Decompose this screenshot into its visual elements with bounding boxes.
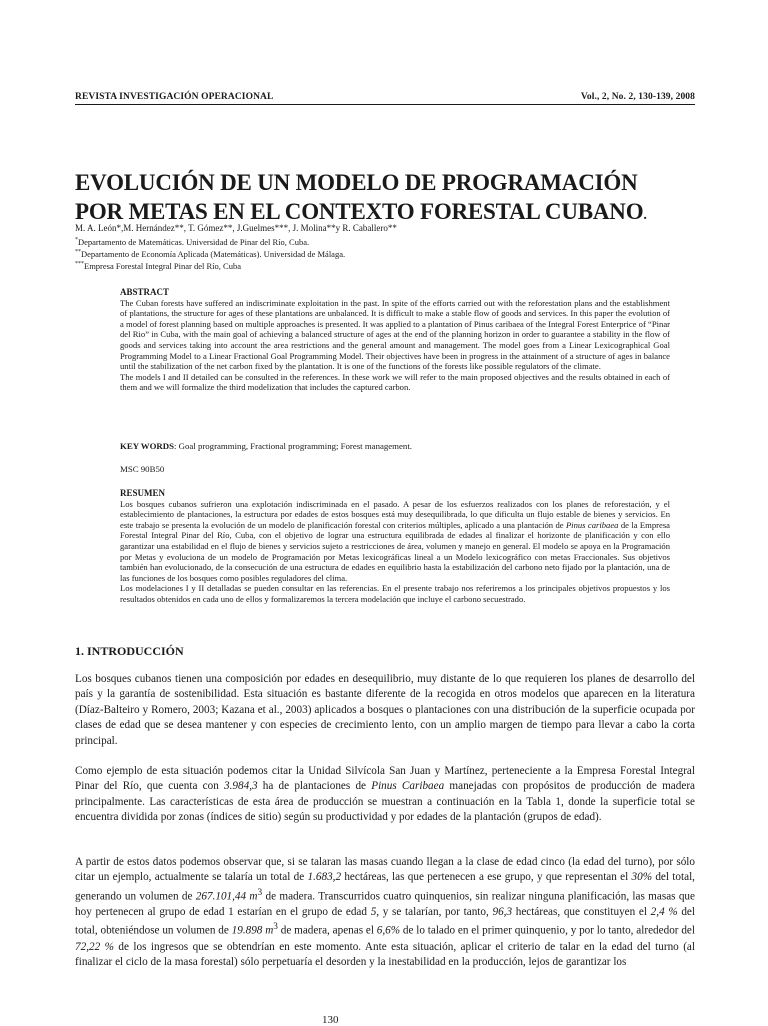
affiliation-1 xyxy=(75,235,309,248)
abstract-section xyxy=(120,287,670,393)
keywords-label: KEY WORDS xyxy=(120,441,175,451)
section-heading-introduccion: 1. INTRODUCCIÓN xyxy=(75,644,184,658)
species-name: Pinus caribaea xyxy=(565,519,619,530)
abstract-paragraph-2: The models I and II detailed can be consulted in the references. In these work we will refer to the main proposed objectives and the results obtained in each of them and we will formalize the third modelization that includes the captured carbon. xyxy=(120,371,670,393)
intro-paragraph-1: Los bosques cubanos tienen una composición por edades en desequilibrio, muy distante de lo que requieren los planes de desarrollo del país y la garantía de sostenibilidad. Esta situación es bastante diferente de la recogida en otros modelos que aparecen en la literatura (Díaz-Balteiro y Romero, 2003; Kazana et al., 2003) aplicados a bosques o plantaciones con una distribución de la superficie ocupada por clases de edad que se desea mantener y con especies de crecimiento lento, con un amplio margen de tiempo para llevar a cabo la corta principal. xyxy=(75,673,695,747)
abstract-heading: ABSTRACT xyxy=(120,287,170,297)
title-dot: . xyxy=(643,208,647,223)
title-line-1: EVOLUCIÓN DE UN MODELO DE PROGRAMACIÓN xyxy=(75,170,638,195)
journal-name: REVISTA INVESTIGACIÓN OPERACIONAL xyxy=(75,92,274,102)
affiliation-text: Departamento de Matemáticas. Universidad de Pinar del Río, Cuba. xyxy=(78,236,310,247)
resumen-section xyxy=(120,488,670,605)
intro-paragraph-2: Como ejemplo de esta situación podemos citar la Unidad Silvícola San Juan y Martínez, perteneciente a la Empresa Forestal Integral Pinar del Río, que cuenta con 3.984,3 ha de plantaciones de Pinus Caribaea manejadas con propósitos de producción de madera principalmente. Las características de esta área de producción se muestran a continuación en la Tabla 1, donde la superficie total se encuentra dividida por zonas (índices de sitio) según su productividad y por edades de la plantación (grupos de edad). xyxy=(75,765,696,824)
affiliation-3 xyxy=(75,259,241,272)
resumen-heading: RESUMEN xyxy=(120,488,166,498)
resumen-paragraph-1: Los bosques cubanos sufrieron una explotación indiscriminada en el pasado. A pesar de los esfuerzos realizados con los planes de reforestación, y el establecimiento de plantaciones, la estructura por edades de estos bosques está muy desequilibrada, lo que dificulta un flujo estable de bienes y servicios. En este trabajo se presenta la evolución de un modelo de planificación forestal con criterios múltiples, aplicado a una plantación de Pinus caribaea de la Empresa Forestal Integral Pinar del Río, Cuba, con el objetivo de lograr una estructura equilibrada de edades al finalizar el horizonte de planificación y con ello garantizar una estabilidad en el flujo de bienes y servicios sujeto a restricciones de área, volumen y manejo en general. El modelo se apoya en la Programación por Metas y evoluciona de un modelo de Programación por Metas lexicográficas lineal a un Modelo lexicográfico con metas Fraccionales. Sus objetivos también han evolucionado, de la consecución de una estructura de edades en equilibrio hasta la estabilización del carbono neto fijado por la plantación, una de las funciones de los bosques como posibles reguladores del clima. xyxy=(120,498,670,583)
affiliation-mark: ** xyxy=(75,249,81,255)
msc-code: MSC 90B50 xyxy=(120,464,165,474)
abstract-paragraph-1: The Cuban forests have suffered an indiscriminate exploitation in the past. In spite of the efforts carried out with the reforestation plans and the establishment of plantations, the structure for ages of these plantations are unbalanced. It is difficult to make a stable flow of goods and services. In this paper the evolution of a model of forest planning based on multiple approaches is presented. It was applied to a plantation of Pinus caribaea of the Integral Forest Enterprice of “Pinar del Rio” in Cuba, with the main goal of achieving a balanced structure of ages at the end of the planning horizon in order to guarantee a stability in the flow of goods and services taking into account the area restrictions and the general amount and management. The model goes from a Linear Lexicographical Goal Programming Model to a Linear Fractional Goal Programming Model. Their objectives have been in progress in the attainment of a structure of ages in balance until the stabilization of the net carbon fixed by the plantation. It is one of the functions of the forests like possible regulators of the climate. xyxy=(120,297,670,372)
volume-info: Vol., 2, No. 2, 130-139, 2008 xyxy=(580,92,695,102)
affiliation-mark: * xyxy=(75,237,78,243)
running-header xyxy=(75,92,695,105)
paper-title xyxy=(75,168,715,230)
title-line-2: POR METAS EN EL CONTEXTO FORESTAL CUBANO xyxy=(75,199,644,224)
intro-paragraph-3: A partir de estos datos podemos observar que, si se talaran las masas cuando llegan a la clase de edad cinco (la edad del turno), por sólo citar un ejemplo, actualmente se talaría un total de 1.683,2 hectáreas, las que pertenecen a ese grupo, y que representan el 30% del total, generando un volumen de 267.101,44 $m^3$ de madera. Transcurridos cuatro quinquenios, sin realizar ninguna planificación, las masas que hoy pertenecen al grupo de edad 1 estarían en el grupo de edad 5, y se talarían, por tanto, 96,3 hectáreas, que constituyen el 2,4 % del total, obteniéndose un volumen de 19.898 $m^3$ de madera, apenas el 6,6% de lo talado en el primer quinquenio, y por lo tanto, alrededor del 72,22 % de los ingresos que se obtendrían en este momento. Ante esta situación, aplicar el criterio de talar en la edad del turno (al finalizar el ciclo de la masa forestal) sólo perpetuaría el desorden y la inestabilidad en la producción, lejos de garantizar los xyxy=(75,856,696,968)
keywords-text: : Goal programming, Fractional programming; Forest management. xyxy=(174,441,412,451)
affiliation-text: Empresa Forestal Integral Pinar del Río, Cuba xyxy=(84,260,241,271)
keywords-line xyxy=(120,441,412,451)
affiliation-text: Departamento de Economía Aplicada (Matemáticas). Universidad de Málaga. xyxy=(81,248,346,259)
affiliation-mark: *** xyxy=(75,261,84,267)
author-list: M. A. León*,M. Hernández**, T. Gómez**, J.Guelmes***, J. Molina**y R. Caballero** xyxy=(75,223,397,233)
resumen-paragraph-2: Los modelaciones I y II detalladas se pueden consultar en las referencias. En el presente trabajo nos referiremos a los principales objetivos propuestos y los resultados obtenidos en cada uno de ellos y formalizaremos la tercera modelación que incluye el carbono secuestrado. xyxy=(120,583,670,604)
page-number: 130 xyxy=(322,1014,339,1026)
affiliation-2 xyxy=(75,247,345,260)
